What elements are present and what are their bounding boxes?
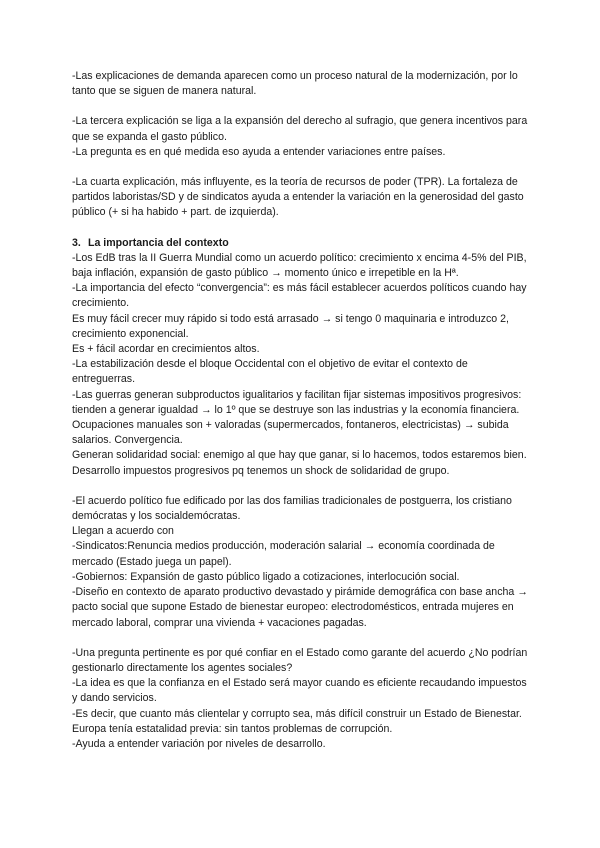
paragraph-political-families: -El acuerdo político fue edificado por las dos familias tradicionales de postguerra, los cristiano demócratas y los socialdemócratas. [72,494,512,523]
spacer [72,631,532,646]
paragraph-social-solidarity: Generan solidaridad social: enemigo al que hay que ganar, si lo hacemos, todos estaremos bien. Desarrollo impuestos progresivos pq tenemos un shock de solidaridad de grupo. [72,449,527,477]
paragraph-trust-question: -Una pregunta pertinente es por qué confiar en el Estado como garante del acuerdo ¿No podrían gestionarlo directamente los agentes sociales? [72,646,528,674]
paragraph-europe-statehood: Europa tenía estatalidad previa: sin tantos problemas de corrupción. [72,722,393,735]
paragraph-easier-agreement: Es + fácil acordar en crecimientos altos. [72,343,260,356]
paragraph-trust-idea: -La idea es que la confianza en el Estado será mayor cuando es eficiente recaudando impuestos y dando servicios. [72,677,527,705]
document-page [72,69,532,752]
paragraph-design-context: -Diseño en contexto de aparato productivo devastado y pirámide demográfica con base ancha → pacto social que supone Estado de bienestar europeo: electrodomésticos, entrada mujeres en mercado laboral, comprar una vivienda + vacaciones pagadas. [72,586,528,629]
paragraph-governments: -Gobiernos: Expansión de gasto público ligado a cotizaciones, interlocución social. [72,570,460,583]
paragraph-postwar-agreement: -Los EdB tras la II Guerra Mundial como un acuerdo político: crecimiento x encima 4-5% del PIB, baja inflación, expansión de gasto público → momento único e irrepetible en la Hª. [72,251,527,280]
paragraph-agreement-with: Llegan a acuerdo con [72,525,174,538]
paragraph-stabilization: -La estabilización desde el bloque Occidental con el objetivo de evitar el contexto de entreguerras. [72,358,468,386]
paragraph-fast-growth: Es muy fácil crecer muy rápido si todo está arrasado → si tengo 0 maquinaria e introduzco 2, crecimiento exponencial. [72,312,509,340]
section-heading-number: 3. [72,236,81,249]
paragraph-country-variation-question: -La pregunta es en qué medida eso ayuda a entender variaciones entre países. [72,145,446,158]
paragraph-clientelism: -Es decir, que cuanto más clientelar y corrupto sea, más difícil construir un Estado de Bienestar. [72,707,522,720]
spacer [72,160,532,175]
spacer [72,479,532,494]
paragraph-unions: -Sindicatos:Renuncia medios producción, moderación salarial → economía coordinada de mercado (Estado juega un papel). [72,540,495,568]
paragraph-war-egalitarian: -Las guerras generan subproductos igualitarios y facilitan fijar sistemas impositivos progresivos: tienden a generar igualdad → lo 1º que se destruye son las industrias y la economía financiera. Ocupaciones manuales son + valoradas (supermercados, fontaneros, electricistas) → subida salarios. Convergencia. [72,388,522,447]
paragraph-development-levels: -Ayuda a entender variación por niveles de desarrollo. [72,737,326,750]
section-heading-text: La importancia del contexto [88,236,229,249]
spacer [72,221,532,236]
spacer [72,99,532,114]
paragraph-power-resources-theory: -La cuarta explicación, más influyente, es la teoría de recursos de poder (TPR). La fortaleza de partidos laboristas/SD y de sindicatos ayuda a entender la variación en la generosidad del gasto público (+ si ha habido + part. de izquierda). [72,176,524,219]
paragraph-convergence-effect: -La importancia del efecto “convergencia”: es más fácil establecer acuerdos políticos cuando hay crecimiento. [72,282,527,310]
paragraph-suffrage-explanation: -La tercera explicación se liga a la expansión del derecho al sufragio, que genera incentivos para que se expanda el gasto público. [72,115,528,143]
paragraph-demand-explanations: -Las explicaciones de demanda aparecen como un proceso natural de la modernización, por lo tanto que se siguen de manera natural. [72,70,518,98]
section-heading [72,236,532,251]
